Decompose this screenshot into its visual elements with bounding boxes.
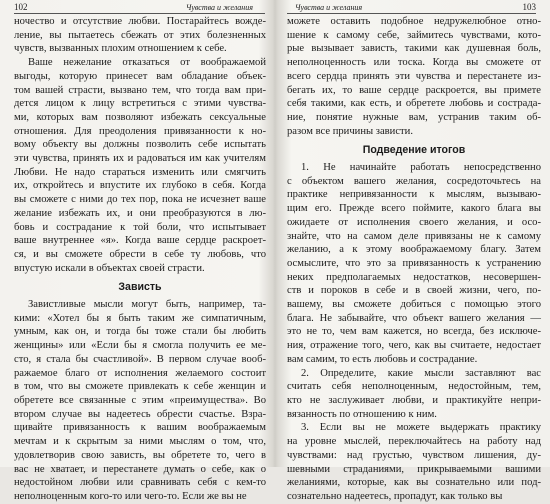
text-line: вашему, вы сможете добиться с помощью этого	[287, 299, 541, 311]
section-heading: Зависть	[118, 281, 162, 294]
text-line: том вашей страсти, вызвано тем, что тогда вам при-	[14, 84, 266, 96]
text-line: шение к самому себе, займитесь чувствами, кото-	[287, 29, 541, 41]
text-line: бовь и сострадание к той боли, что испытывает	[14, 221, 266, 233]
text-line: щим его. Прежде всего поймите, какого блага вы	[287, 203, 541, 215]
text-line: практике непривязанности к мыслям, вызываю-	[287, 189, 541, 201]
text-line: неполноценность или тоска. Когда вы сможете от	[287, 57, 541, 69]
text-line: сто, я стала бы счастливой». В первом случае вооб-	[14, 353, 266, 365]
right-page-text	[287, 15, 541, 504]
text-line: сознательно надеетесь, пропадут, как только вы	[287, 490, 503, 502]
text-line: ми, которых вам позволяют избежать сексуальные	[14, 111, 266, 123]
text-line: ние, понятие нужные вам, устранив таким об-	[287, 111, 541, 123]
text-line: вому объекту вы должны позволить себе испытать	[14, 139, 266, 151]
text-line: ночество и отсутствие любви. Постарайтесь вожде-	[14, 16, 266, 27]
text-line: вы сможете с ними до тех пор, пока не исчезнет ваше	[14, 194, 266, 206]
paragraph	[14, 298, 266, 504]
text-line: неполноценным кого-то или чего-то. Если же вы не	[14, 490, 247, 502]
text-line: бегать их, то ваше сердце раскроется, вы примете	[287, 84, 541, 96]
text-line: впустую искали в объектах своей страсти.	[14, 262, 205, 274]
paragraph	[287, 421, 541, 503]
text-line: женщины» или «Если бы я смогла получить ее ме-	[14, 340, 266, 352]
paragraph	[287, 161, 541, 367]
text-line: выгоды, которую принесет вам обладание объек-	[14, 70, 266, 82]
text-line: ваше внутреннее «я». Когда ваше сердце раскроет-	[14, 235, 266, 247]
text-line: ств и пороков в себе и в своей жизни, чего, по-	[287, 285, 541, 297]
text-line: желанию, а к этому воображаемому благу. Затем	[287, 244, 541, 256]
text-line: обретете все связанные с этим «преимущества». Во	[14, 394, 266, 406]
text-line: Завистливые мысли могут быть, например, та-	[28, 299, 266, 311]
text-line: желание избежать их, и они преобразуются в лю-	[14, 207, 266, 219]
text-line: шевными страданиями, прикрываемыми вашими	[287, 463, 541, 475]
text-line: ление, вы пытаетесь сбежать от этих болезненных	[14, 29, 266, 41]
text-line: дется лицом к лицу встретиться с этими чувства-	[14, 98, 266, 110]
text-line: в том, что вы сможете привлекать к себе женщин и	[14, 381, 266, 393]
text-line: 2. Определите, какие мысли заставляют вас	[301, 367, 541, 379]
text-line: ния, отражение того, чего, как вы считаете, недостает	[287, 340, 541, 352]
left-page	[0, 0, 275, 502]
paragraph	[14, 56, 266, 275]
text-line: недостойном любви или сравнивать себя с кем-то	[14, 477, 266, 489]
text-line: чувств, вызванных плохим отношением к себе.	[14, 43, 227, 55]
paragraph	[14, 15, 266, 56]
text-line: ся, и вы сможете обрести в себе ту любовь, что	[14, 248, 266, 260]
text-line: их, откройтесь и впустите их глубоко в себя. Когда	[14, 180, 266, 192]
right-page-number: 103	[522, 2, 536, 12]
text-line: разом все причины зависти.	[287, 125, 413, 137]
text-line: с объектом вашего желания, сосредоточьтесь на	[287, 175, 541, 187]
text-line: Любви. Не надо стараться изменить или смягчить	[14, 166, 266, 178]
text-line: на уровне мыслей, переключайтесь на работу над	[287, 436, 541, 448]
text-line: удовлетворив свою зависть, вы обретете то, чего в	[14, 449, 266, 461]
text-line: рые вызывает зависть, такими как душевная боль,	[287, 43, 541, 55]
right-page	[275, 0, 550, 502]
text-line: считать себя неполноценным, недостойным, тем,	[287, 381, 541, 393]
text-line: ожидаете от исполнения своего желания, и осо-	[287, 216, 541, 228]
paragraph	[287, 367, 541, 422]
text-line: кими: «Хотел бы я быть таким же симпатичным,	[14, 312, 266, 324]
text-line: втором случае вы надеетесь обрести счастье. Взра-	[14, 408, 266, 420]
right-running-head: Чувства и желания	[295, 3, 363, 12]
text-line: умным, как он, и тогда бы тоже стали бы любить	[14, 326, 266, 338]
text-line: желаниями, которые, как вы сознательно или под-	[287, 477, 541, 489]
text-line: блага. Не забывайте, что объект вашего желания —	[287, 312, 541, 324]
paragraph	[287, 15, 541, 138]
left-running-head: Чувства и желания	[185, 3, 253, 12]
text-line: вам самим, то есть любовь и сострадание.	[287, 353, 478, 365]
text-line: осмыслите, что это за привязанность к устранению	[287, 257, 541, 269]
text-line: 1. Не начинайте работать непосредственно	[301, 162, 541, 174]
left-page-number: 102	[14, 2, 28, 12]
text-line: щивайте привязанность к вашим воображаемым	[14, 422, 266, 434]
text-line: можете оставить подобное недружелюбное отно-	[287, 16, 541, 27]
section-heading: Подведение итогов	[362, 144, 466, 157]
text-line: отношения. Для преодоления привязанности к но-	[14, 125, 266, 137]
text-line: кто не заслуживает любви, и практикуйте непри-	[287, 394, 541, 406]
text-line: чувствами: над грустью, чувством лишения, ду-	[287, 449, 541, 461]
text-line: ражаемое благо от исполнения желаемого состоит	[14, 367, 266, 379]
text-line: неких предполагаемых недостатков, несовершен-	[287, 271, 541, 283]
text-line: Ваше нежелание отказаться от воображаемой	[28, 57, 266, 69]
left-page-text	[14, 15, 266, 504]
text-line: это не то, чем вам кажется, но всегда, без исключе-	[287, 326, 541, 338]
text-line: вязанность по отношению к ним.	[287, 408, 437, 420]
text-line: эти чувства, принять их и радоваться им как учителям	[14, 153, 266, 165]
left-page-header	[14, 3, 265, 14]
text-line: 3. Если вы не можете выдержать практику	[301, 422, 541, 434]
text-line: всего сердца принять эти чувства и перестанете из-	[287, 70, 541, 82]
text-line: знайте, что на самом деле привязаны не к самому	[287, 230, 541, 242]
text-line: вас не хватает, и перестанете думать о себе, как о	[14, 463, 266, 475]
right-page-header	[287, 3, 536, 14]
text-line: себя такими, как есть, и обретете любовь и сострада-	[287, 98, 541, 110]
text-line: мечтам и к скрытым за ними мыслям о том, что,	[14, 436, 266, 448]
